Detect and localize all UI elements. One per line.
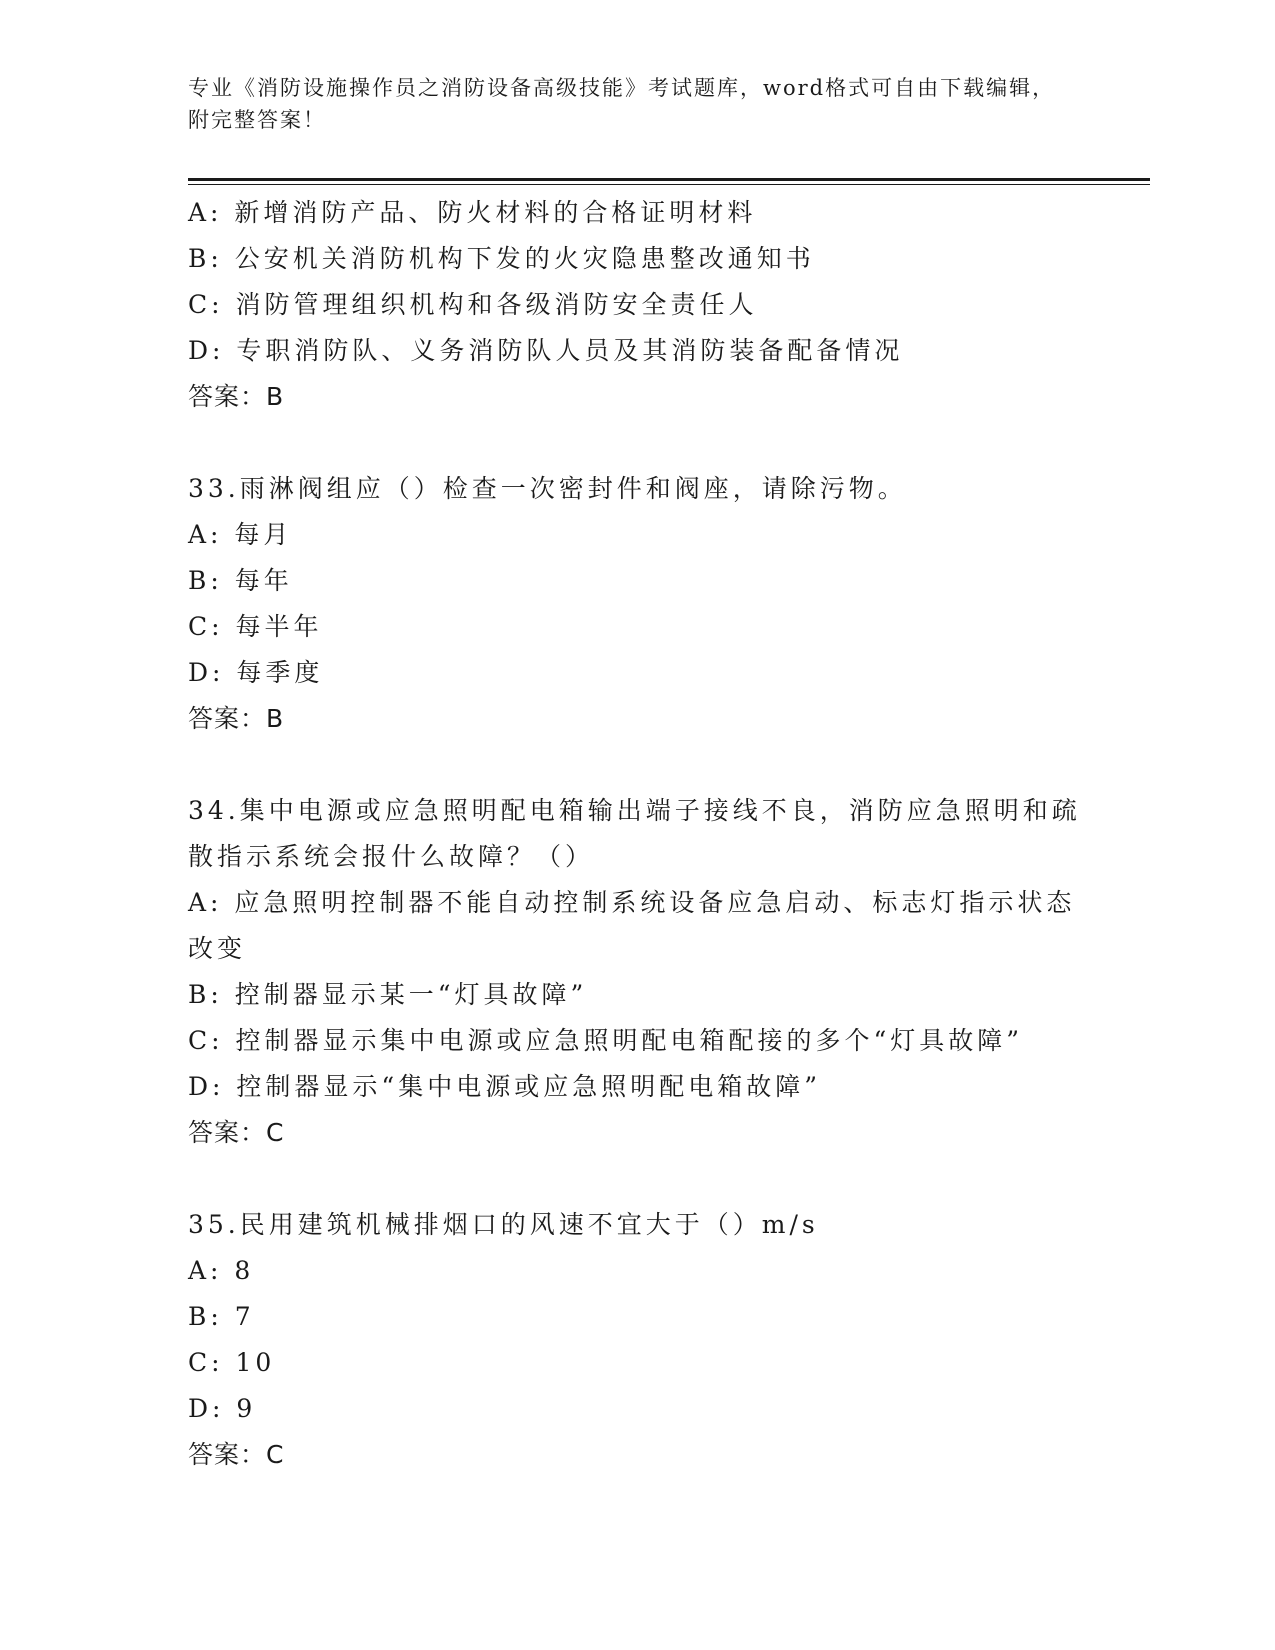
document-header: 专业《消防设施操作员之消防设备高级技能》考试题库，word格式可自由下载编辑，附完整答案！ <box>188 76 1056 132</box>
option-c: C: 消防管理组织机构和各级消防安全责任人 <box>188 290 758 319</box>
answer: 答案：B <box>188 704 285 733</box>
question-35 <box>188 1202 1088 1478</box>
option-b: B: 每年 <box>188 566 293 595</box>
answer: 答案：C <box>188 1440 285 1469</box>
option-d: D: 每季度 <box>188 658 324 687</box>
option-a: A: 应急照明控制器不能自动控制系统设备应急启动、标志灯指示状态改变 <box>188 888 1076 963</box>
option-c: C: 10 <box>188 1348 276 1377</box>
option-b: B: 控制器显示某一“灯具故障” <box>188 980 588 1009</box>
option-b: B: 7 <box>188 1302 255 1331</box>
question-text: 33.雨淋阀组应（）检查一次密封件和阀座，请除污物。 <box>188 474 907 503</box>
question-34 <box>188 788 1088 1156</box>
option-b: B: 公安机关消防机构下发的火灾隐患整改通知书 <box>188 244 815 273</box>
question-32 <box>188 190 1088 420</box>
question-text: 34.集中电源或应急照明配电箱输出端子接线不良，消防应急照明和疏散指示系统会报什么故障？（） <box>188 796 1081 871</box>
answer: 答案：B <box>188 382 285 411</box>
option-a: A: 每月 <box>188 520 293 549</box>
option-c: C: 每半年 <box>188 612 323 641</box>
option-d: D: 9 <box>188 1394 257 1423</box>
question-text: 35.民用建筑机械排烟口的风速不宜大于（）m/s <box>188 1210 819 1239</box>
option-a: A: 8 <box>188 1256 255 1285</box>
option-d: D: 控制器显示“集中电源或应急照明配电箱故障” <box>188 1072 821 1101</box>
option-d: D: 专职消防队、义务消防队人员及其消防装备配备情况 <box>188 336 904 365</box>
question-list <box>188 190 1088 1478</box>
question-33 <box>188 466 1088 742</box>
header-rule-thick <box>188 178 1150 181</box>
option-c: C: 控制器显示集中电源或应急照明配电箱配接的多个“灯具故障” <box>188 1026 1024 1055</box>
header-rule-thin <box>188 184 1150 185</box>
answer: 答案：C <box>188 1118 285 1147</box>
option-a: A: 新增消防产品、防火材料的合格证明材料 <box>188 198 757 227</box>
